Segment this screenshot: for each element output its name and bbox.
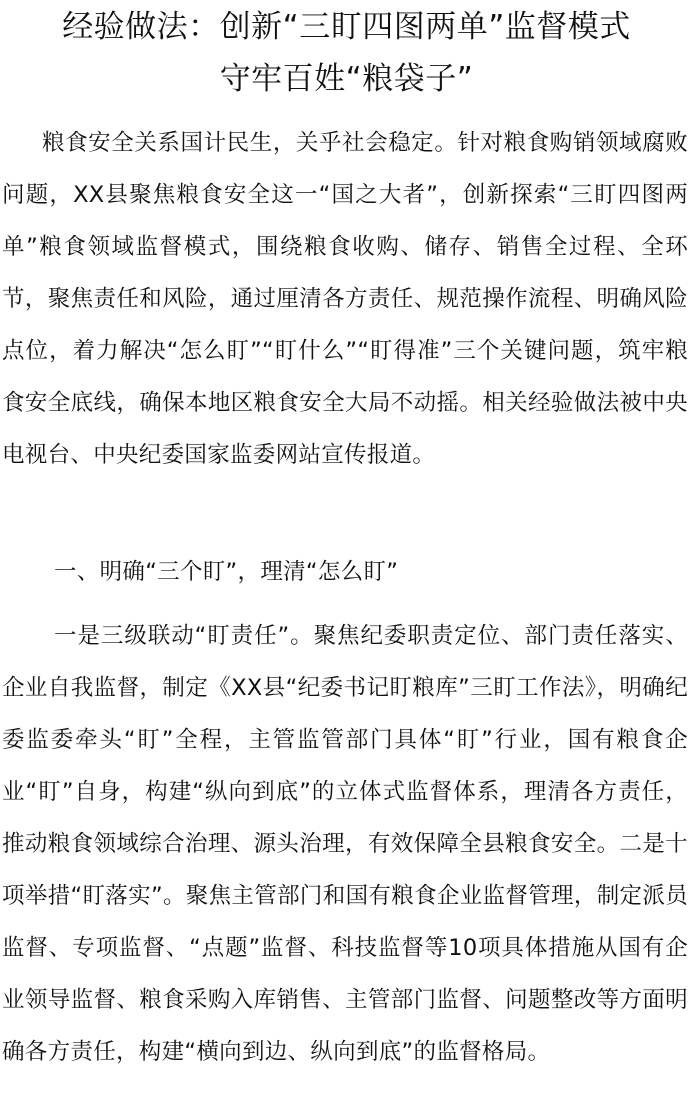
title-line-1: 经验做法：创新“三盯四图两单”监督模式 — [62, 9, 631, 45]
intro-paragraph: 粮食安全关系国计民生，关乎社会稳定。针对粮食购销领域腐败问题，XX县聚焦粮食安全这一“国之大者”，创新探索“三盯四图两单”粮食领域监督模式，围绕粮食收购、储存、销售全过程、全环节，聚焦责任和风险，通过厘清各方责任、规范操作流程、明确风险点位，着力解决“怎么盯”“盯什么”“盯得准”三个关键问题，筑牢粮食安全底线，确保本地区粮食安全大局不动摇。相关经验做法被中央电视台、中央纪委国家监委网站宣传报道。 — [2, 130, 688, 468]
section-heading: 一、明确“三个盯”，理清“怎么盯” — [54, 559, 399, 585]
body-paragraph: 一是三级联动“盯责任”。聚焦纪委职责定位、部门责任落实、企业自我监督，制定《XX县“纪委书记盯粮库”三盯工作法》，明确纪委监委牵头“盯”全程，主管监管部门具体“盯”行业，国有粮食企业“盯”自身，构建“纵向到底”的立体式监督体系，理清各方责任，推动粮食领域综合治理、源头治理，有效保障全县粮食安全。二是十项举措“盯落实”。聚焦主管部门和国有粮食企业监督管理，制定派员监督、专项监督、“点题”监督、科技监督等10项具体措施从国有企业领导监督、粮食采购入库销售、主管部门监督、问题整改等方面明确各方责任，构建“横向到边、纵向到底”的监督格局。 — [2, 623, 688, 1065]
document-title — [0, 0, 693, 105]
title-line-2: 守牢百姓“粮袋子” — [219, 61, 474, 97]
